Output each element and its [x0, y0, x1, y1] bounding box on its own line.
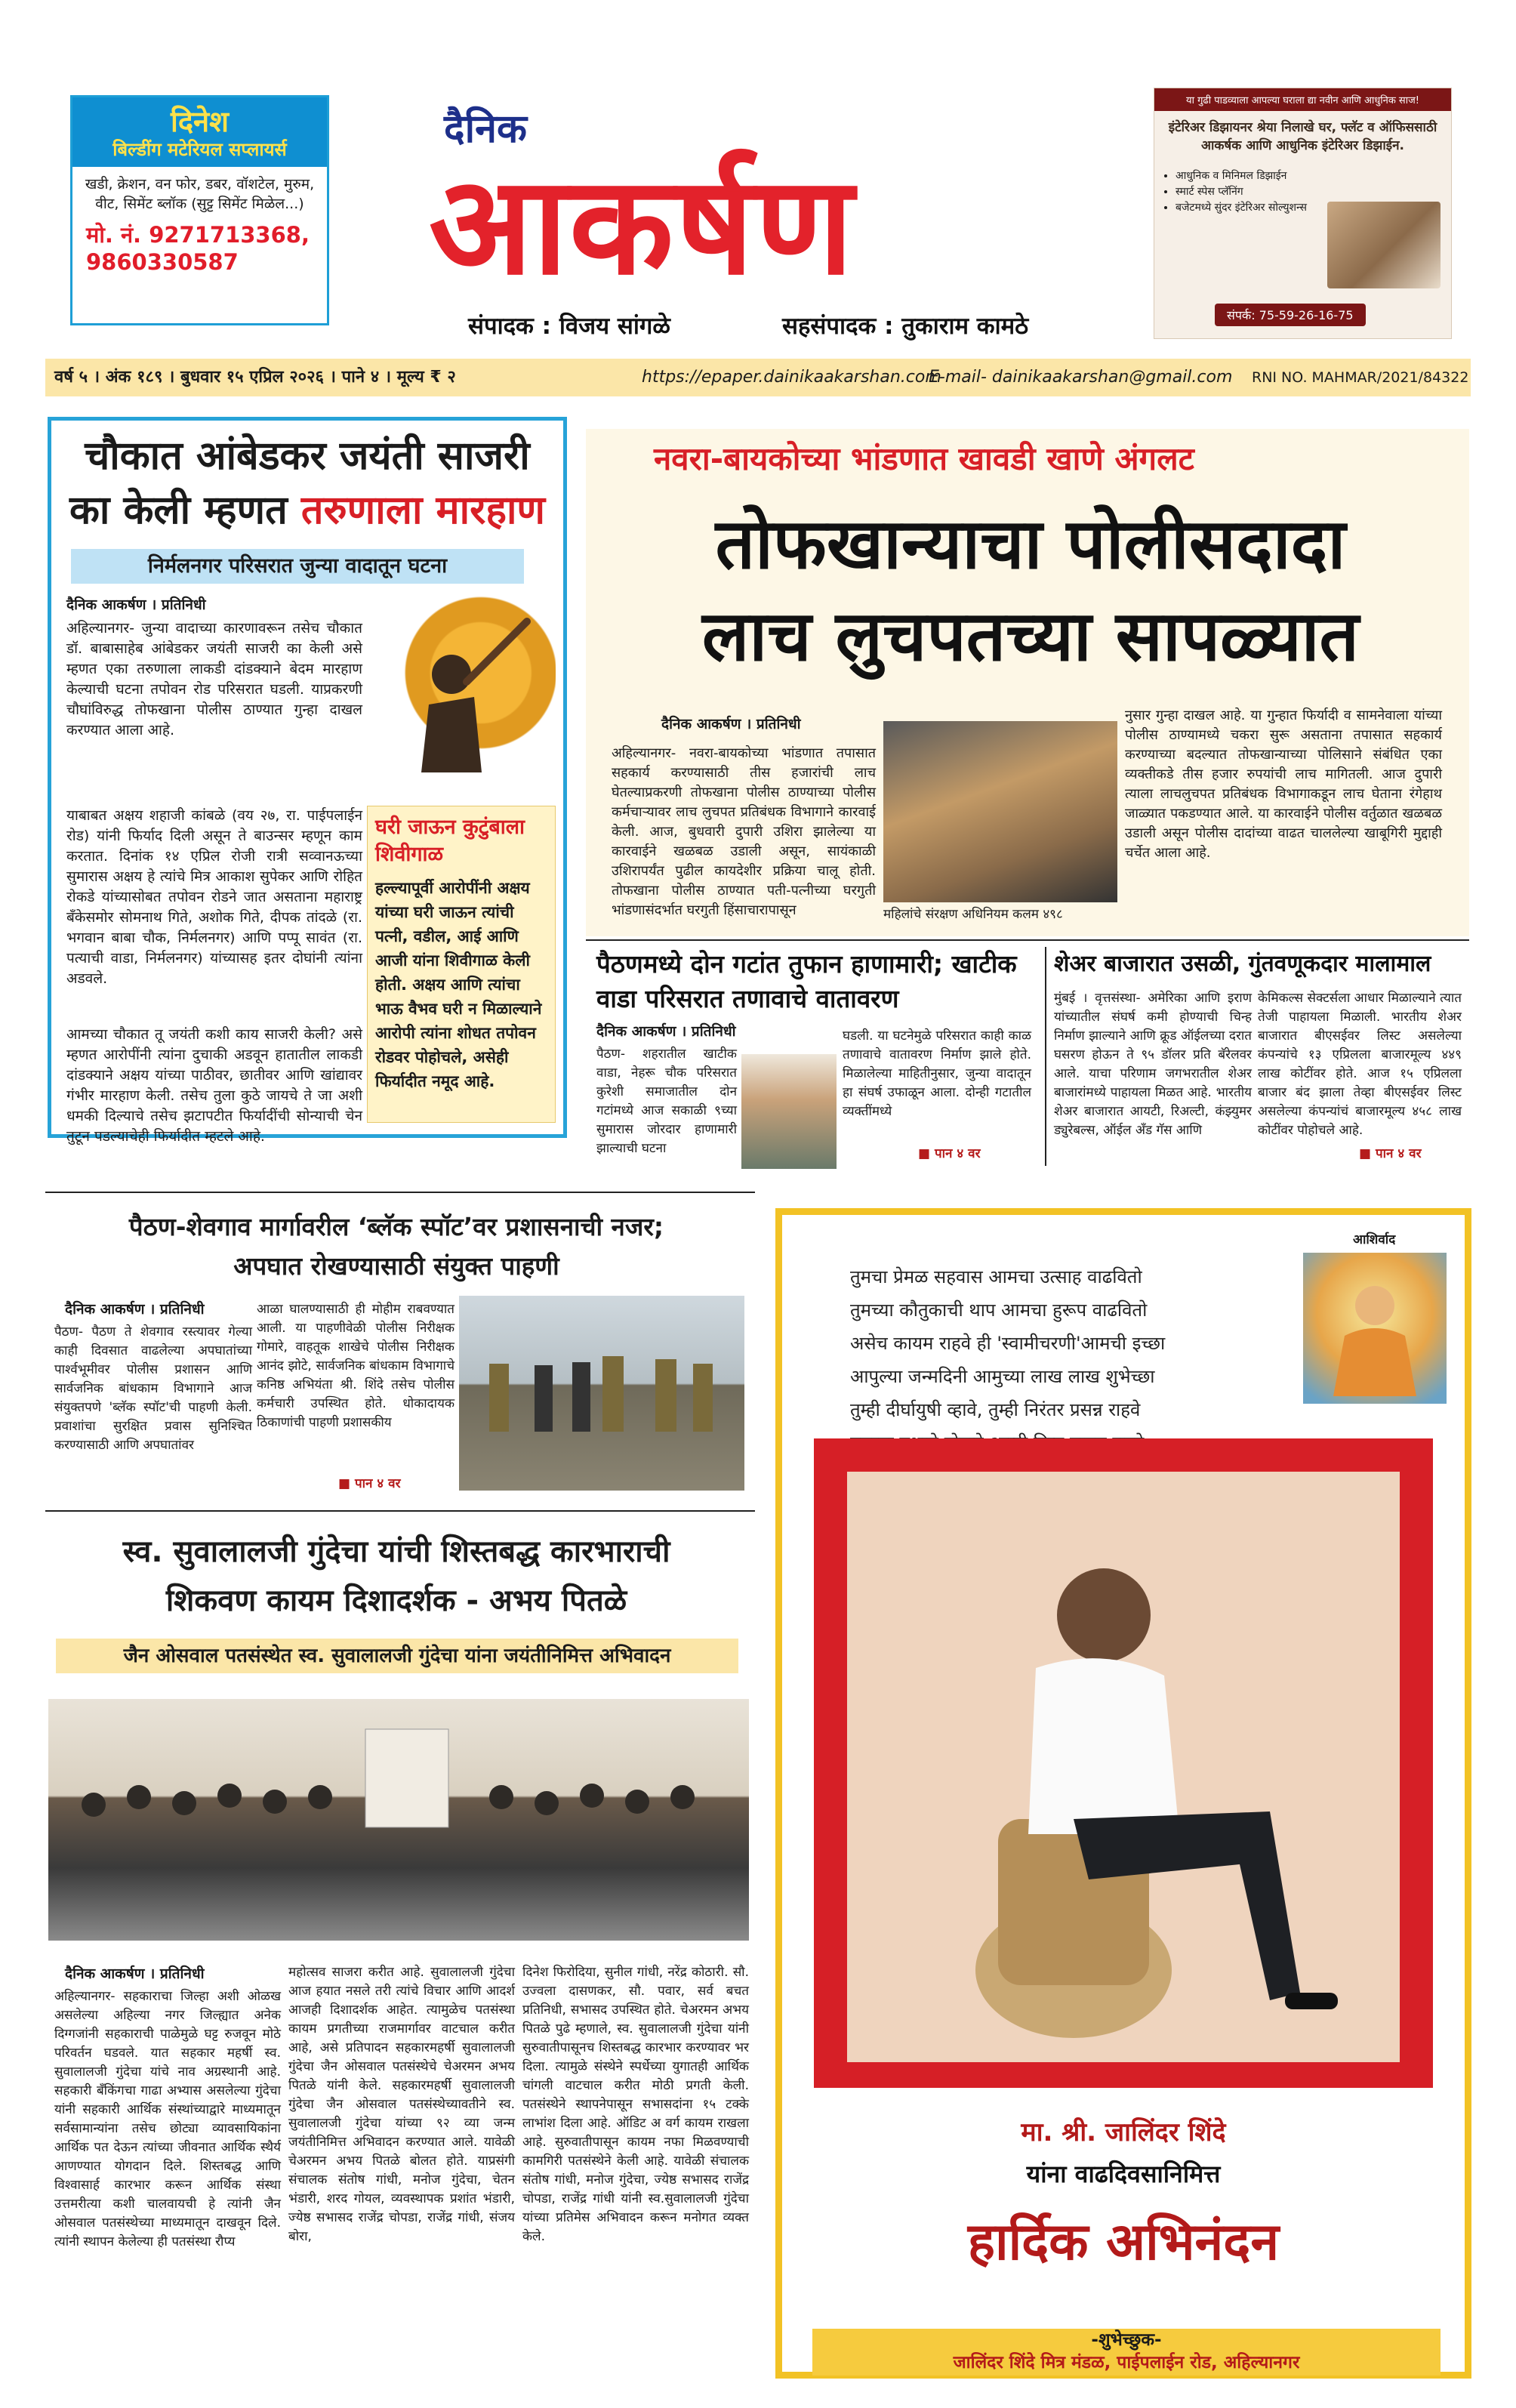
story-share-jump-text: पान ४ वर — [1375, 1146, 1422, 1161]
story2-headline — [612, 498, 1450, 683]
story-share-jump[interactable]: ■ पान ४ वर — [1359, 1146, 1422, 1161]
story-gundecha-col3: दिनेश फिरोदिया, सुनील गांधी, नरेंद्र कोठारी. सौ. उज्वला दासणकर, सौ. पवार, सर्व बचत प्रतिनिधी, सभासद उपस्थित होते. चेअरमन अभय पितळे पुढे म्हणाले, स्व. सुवालालजी गुंदेचा यांनी सुरुवातीपासूनच शिस्तबद्ध कारभार करण्यावर भर दिला. त्यामुळे संस्थेने स्पर्धेच्या युगातही आर्थिक चांगली वाटचाल करीत मोठी प्रगती केली. पतसंस्थेने स्थापनेपासून सभासदांना १५ टक्के लाभांश दिला आहे. ऑडिट अ वर्ग कायम राखला आहे. सुरुवातीपासून कायम नफा मिळवण्याची कामगिरी पतसंस्थेने केली आहे. यावेळी संचालक संतोष गांधी, मनोज गुंदेचा, ज्येष्ठ सभासद राजेंद्र चोपडा, राजेंद्र गांधी यांनी स्व.सुवालालजी गुंदेचा यांच्या प्रतिमेस अभिवादन करून मनोगत व्यक्त केले. — [522, 1965, 749, 2244]
story-paithan-col2: घडली. या घटनेमुळे परिसरात काही काळ तणावाचे वातावरण निर्माण झाले होते. मिळालेल्या माहितीनुसार, जुन्या वादातून हा संघर्ष उफाळून आला. दोन्ही गटातील व्यक्तींमध्ये — [843, 1028, 1031, 1119]
bday-poem-line: तुमच्या कौतुकाची थाप आमचा हुरूप वाढवितो — [850, 1300, 1148, 1321]
bday-wish: हार्दिक अभिनंदन — [967, 2212, 1280, 2272]
story-gundecha-headline-line2: शिकवण कायम दिशादर्शक - अभय पितळे — [165, 1583, 627, 1618]
ad-interior-photo — [1327, 202, 1441, 288]
bday-poem-line: आपुल्या जन्मदिनी आमुच्या लाख लाख शुभेच्छा — [850, 1366, 1155, 1387]
story-paithan-headline: पैठणमध्ये दोन गटांत तुफान हाणामारी; खाटीक वाडा परिसरात तणावाचे वातावरण — [596, 949, 1017, 1013]
birthday-ad — [775, 1208, 1471, 2379]
story-paithan-jump-text: पान ४ वर — [934, 1146, 981, 1161]
story1-subhead: निर्मलनगर परिसरात जुन्या वादातून घटना — [71, 549, 524, 584]
ad-interior-bullet: • स्मार्ट स्पेस प्लॅनिंग — [1176, 184, 1451, 200]
masthead-coeditor: सहसंपादक : तुकाराम कामठे — [782, 313, 1029, 340]
bday-swami-image — [1303, 1253, 1447, 1404]
story1-byline: दैनिक आकर्षण । प्रतिनिधी — [66, 597, 206, 613]
story-gundecha-headline-line1: स्व. सुवालालजी गुंदेचा यांची शिस्तबद्ध कारभाराची — [122, 1534, 670, 1569]
assault-illustration-icon — [368, 591, 556, 795]
story-gundecha-banner: जैन ओसवाल पतसंस्थेत स्व. सुवालालजी गुंदेचा यांना जयंतीनिमित्त अभिवादन — [56, 1639, 738, 1673]
person-seated-illustration-icon — [847, 1472, 1400, 2062]
story2-photo-caption: महिलांचे संरक्षण अधिनियम कलम ४९८ — [883, 907, 1063, 922]
bday-photo — [847, 1472, 1400, 2062]
story2-kicker: नवरा-बायकोच्या भांडणात खावडी खाणे अंगलट — [654, 440, 1194, 477]
story-blackspot-headline-line1: पैठण-शेवगाव मार्गावरील ‘ब्लॅक स्पॉट’वर प्रशासनाची नजर; — [128, 1212, 664, 1241]
story-blackspot-jump[interactable]: ■ पान ४ वर — [338, 1476, 401, 1491]
ad-dinesh-phone1: 9271713368, — [149, 222, 310, 248]
story1-headline-line1: चौकात आंबेडकर जयंती साजरी — [85, 433, 530, 479]
rule-horizontal — [586, 939, 1469, 941]
bday-poem — [850, 1260, 1318, 1460]
masthead-editor: संपादक : विजय सांगळे — [468, 313, 670, 340]
epaper-link[interactable]: https://epaper.dainikaakarshan.com — [642, 368, 941, 387]
story1-para2: याबाबत अक्षय शहाजी कांबळे (वय २७, रा. पाईपलाईन रोड) यांनी फिर्याद दिली असून ते बाउन्सर म्हणून काम करतात. दिनांक १४ एप्रिल रोजी रात्री सव्वानऊच्या सुमारास अक्षय हे त्यांचे मित्र आकाश सुपेकर आणि रोहित रोकडे यांच्यासोबत तपोवन रोडने जात असताना महाराष्ट्र बँकेसमोर सोमनाथ गिते, अशोक गिते, दीपक तांदळे (रा. भगवान बाबा चौक, निर्मलनगर) आणि पप्पू सावंत (रा. पत्याची वाडा, निर्मलनगर) यांच्यासह इतर दोघांनी त्यांना अडवले. — [66, 807, 362, 987]
story-paithan-photo — [741, 1054, 837, 1169]
masthead-small: दैनिक — [444, 106, 527, 152]
story1-para1: अहिल्यानगर- जुन्या वादाच्या कारणावरून तसेच चौकात डॉ. बाबासाहेब आंबेडकर जयंती साजरी का केली असे म्हणत एका तरुणाला लाकडी दांडक्याने बेदम मारहाण केल्याची घटना तपोवन रोड परिसरात घडली. याप्रकरणी चौघांविरुद्ध तोफखाना पोलीस ठाण्यात गुन्हा दाखल करण्यात आला आहे. — [66, 620, 362, 738]
rule-horizontal — [45, 1192, 755, 1193]
story-gundecha-col1: अहिल्यानगर- सहकाराचा जिल्हा अशी ओळख असलेल्या अहिल्या नगर जिल्ह्यात अनेक दिग्गजांनी सहकाराची पाळेमुळे घट्ट रुजवून मोठे परिवर्तन घडवले. यात सहकार महर्षी स्व. सुवालालजी गुंदेचा यांचे नाव अग्रस्थानी आहे. सहकारी बँकिंगचा गाढा अभ्यास असलेल्या गुंदेचा यांनी सहकारी आर्थिक संस्थांच्याद्वारे माध्यमातून सर्वसामान्यांना तसेच छोट्या व्यावसायिकांना आर्थिक पत देऊन त्यांच्या जीवनात आर्थिक स्थैर्य आणण्यात योगदान दिले. शिस्तबद्ध आणि विश्वासार्ह कारभार करून आर्थिक संस्था उत्तमरीत्या कशी चालवायची हे त्यांनी जैन ओसवाल पतसंस्थेच्या माध्यमातून दाखवून दिले. त्यांनी स्थापन केलेल्या ही पतसंस्था रौप्य — [54, 1989, 281, 2249]
story-paithan-byline: दैनिक आकर्षण । प्रतिनिधी — [596, 1023, 736, 1040]
story-blackspot-headline-line2: अपघात रोखण्यासाठी संयुक्त पाहणी — [233, 1251, 559, 1281]
story-blackspot-col1: पैठण- पैठण ते शेवगाव रस्त्यावर गेल्या काही दिवसात वाढलेल्या अपघातांच्या पार्श्वभूमीवर पोलीस प्रशासन आणि सार्वजनिक बांधकाम विभागाने आज संयुक्तपणे 'ब्लॅक स्पॉट'ची पाहणी केली. प्रवाशांचा सुरक्षित प्रवास सुनिश्चित करण्यासाठी आणि अपघातांवर — [54, 1324, 252, 1453]
story1-headline-line2 — [51, 484, 563, 537]
ad-interior-bullet: • बजेटमध्ये सुंदर इंटेरिअर सोल्युशन्स — [1176, 200, 1451, 216]
bday-wisher-strip — [812, 2329, 1441, 2376]
story-blackspot-byline: दैनिक आकर्षण । प्रतिनिधी — [65, 1301, 205, 1318]
story-paithan-col1: पैठण- शहरातील खाटीक वाडा, नेहरू चौक परिसरात कुरेशी समाजातील दोन गटांमध्ये आज सकाळी ९च्या सुमारास जोरदार हाणामारी झाल्याची घटना — [596, 1047, 737, 1156]
edition-info: वर्ष ५ । अंक १८९ । बुधवार १५ एप्रिल २०२६ । पाने ४ । मूल्य ₹ २ — [54, 368, 456, 387]
ad-interior-designer — [1154, 88, 1452, 339]
ad-interior-bullet: • आधुनिक व मिनिमल डिझाईन — [1176, 168, 1451, 184]
story1-box-text: हल्ल्यापूर्वी आरोपींनी अक्षय यांच्या घरी जाऊन त्यांची पत्नी, वडील, आई आणि आजी यांना शिवीगाळ केली होती. अक्षय आणि त्यांचा भाऊ वैभव घरी न मिळाल्याने आरोपी त्यांना शोधत तपोवन रोडवर पोहोचले, असेही फिर्यादीत नमूद आहे. — [375, 879, 542, 1090]
ad-dinesh-items: खडी, क्रेशन, वन फोर, डबर, वॉशटेल, मुरुम, वीट, सिमेंट ब्लॉक (सुट्ट सिमेंट मिळेल...) — [85, 176, 315, 212]
story2-headline-line1: तोफखान्याचा पोलीसदादा — [715, 504, 1346, 584]
bday-occasion: यांना वाढदिवसानिमित्त — [1026, 2160, 1221, 2188]
story1-headline-red: तरुणाला मारहाण — [300, 488, 546, 533]
story1-headline-black: का केली म्हणत — [69, 488, 288, 533]
rule-vertical — [1045, 947, 1046, 1166]
ad-dinesh-phone — [72, 221, 327, 276]
rni-number: RNI NO. MAHMAR/2021/84322 — [1252, 369, 1469, 386]
story2-col3: नुसार गुन्हा दाखल आहे. या गुन्हात फिर्यादी व सामनेवाला यांच्या पोलीस ठाण्यामध्ये चकरा सुरू असताना तपासात सहकार्य करण्याच्या बदल्यात तोफखान्याच्या पोलिसाने संबंधित एका व्यक्तीकडे तीस हजार रुपयांची लाच मागितली. आज दुपारी त्याला लाचलुचपत प्रतिबंधक विभागाकडून लाच घेताना रंगेहाथ जाळ्यात पकडण्यात आले. या कारवाईने पोलीस वर्तुळात खळबळ उडाली असून पोलीस दादांच्या वाढत चाललेल्या खाबूगिरी मुद्दाही चर्चेत आला आहे. — [1125, 708, 1442, 861]
story1-box-title: घरी जाऊन कुटुंबाला शिवीगाळ — [375, 816, 525, 866]
story-gundecha-photo — [48, 1699, 749, 1941]
ad-dinesh-phone-label: मो. नं. — [86, 222, 142, 248]
story-paithan-jump[interactable]: ■ पान ४ वर — [918, 1146, 981, 1161]
bday-poem-line: तुम्ही दीर्घायुषी व्हावे, तुम्ही निरंतर प्रसन्न राहवे — [850, 1399, 1141, 1420]
group-photo-illustration-icon — [48, 1699, 749, 1941]
story2-col1: अहिल्यानगर- नवरा-बायकोच्या भांडणात तपासात सहकार्य करण्यासाठी तीस हजारांची लाच घेतल्याप्रकरणी तोफखाना पोलीस ठाण्याच्या पोलीस कर्मचाऱ्यावर लाच लुचपत प्रतिबंधक विभागाने कारवाई केली. आज, बुधवारी दुपारी उशिरा झालेल्या या कारवाईने खळबळ उडाली असून, सायंकाळी उशिरापर्यंत पुढील कायदेशीर प्रक्रिया चालू होती. तोफखाना पोलीस ठाण्यात पती-पत्नीच्या घरगुती भांडणासंदर्भात घरगुती हिंसाचारापासून — [612, 745, 876, 918]
info-bar — [45, 359, 1471, 396]
ad-dinesh-header — [72, 97, 327, 167]
story-blackspot-photo — [459, 1296, 744, 1491]
story2-headline-line2: लाच लुचपतच्या सापळ्यात — [702, 596, 1359, 677]
story2-photo-bribe — [883, 721, 1117, 902]
bday-photo-frame — [814, 1438, 1433, 2088]
ad-dinesh-name: दिनेश — [171, 105, 229, 138]
story-share-col2: केमिकल्स सेक्टर्सला आधार मिळाल्याने त्यात तेजी पाहायला मिळाली. भारतीय शेअर बाजारात बीएसईवर लिस्ट असलेल्या कंपन्यांचे १३ एप्रिलला बाजारमूल्य ४४९ लाख कोटींवर होते. आज १५ एप्रिलला बाजार बंद झाला तेव्हा बीएसईवर लिस्ट असलेल्या कंपन्यांचं बाजारमूल्य ४५८ लाख कोटींवर पोहोचले आहे. — [1258, 991, 1462, 1138]
rule-horizontal — [45, 1510, 755, 1512]
ad-interior-contact: संपर्क: 75-59-26-16-75 — [1215, 304, 1366, 326]
story1-side-box — [367, 806, 556, 1123]
ad-dinesh-phone2: 9860330587 — [86, 249, 239, 275]
story2-byline: दैनिक आकर्षण । प्रतिनिधी — [661, 716, 801, 732]
ad-dinesh-building-material — [70, 95, 329, 325]
ad-dinesh-subtitle: बिल्डींग मटेरियल सप्लायर्स — [112, 139, 287, 160]
masthead-title: आकर्षण — [429, 147, 855, 305]
swami-samarth-icon — [1303, 1253, 1447, 1404]
bday-wisher-label: -शुभेच्छुक- — [1091, 2330, 1162, 2350]
story1-para3: आमच्या चौकात तू जयंती कशी काय साजरी केली? असे म्हणत आरोपींनी त्यांना दुचाकी अडवून हातातील लाकडी दांडक्याने अक्षय यांच्या पाठीवर, छातीवर आणि खांद्यावर गंभीर मारहाण केली. तसेच तुला कुठे जायचे ते जा अशी धमकी दिल्याचे तसेच झटापटीत फिर्यादींची सोन्याची चेन तुटून पडल्याचेही फिर्यादीत म्हटले आहे. — [66, 1026, 362, 1145]
bday-poem-line: तुमचा प्रेमळ सहवास आमचा उत्साह वाढवितो — [850, 1266, 1142, 1287]
bday-ashirwad: आशिर्वाद — [1353, 1232, 1396, 1247]
story-blackspot-jump-text: पान ४ वर — [354, 1476, 401, 1491]
story-gundecha-byline: दैनिक आकर्षण । प्रतिनिधी — [65, 1966, 205, 1982]
bday-name: मा. श्री. जालिंदर शिंदे — [1021, 2117, 1226, 2147]
story-ambedkar-jayanti — [48, 417, 567, 1145]
story-share-col1: मुंबई । वृत्तसंस्था- अमेरिका आणि इराण यांच्यातील संघर्ष कमी होण्याची चिन्ह निर्माण झाल्याने आणि क्रूड ऑईलच्या दरात घसरण होऊन ते ९५ डॉलर प्रति बॅरेलवर आले. याचा परिणाम जगभरातील शेअर बाजारांमध्ये पाहायला मिळत आहे. भारतीय शेअर बाजारात आयटी, रिअल्टी, कंझ्युमर ड्युरेबल्स, ऑईल अँड गॅस आणि — [1054, 991, 1252, 1138]
police-group-illustration-icon — [459, 1296, 744, 1491]
bday-wisher: जालिंदर शिंदे मित्र मंडळ, पाईपलाईन रोड, अहिल्यानगर — [953, 2353, 1300, 2373]
email-link[interactable]: E-mail- dainikaakarshan@gmail.com — [929, 368, 1233, 387]
story1-illustration — [368, 591, 556, 795]
ad-interior-top: या गुढी पाडव्याला आपल्या घराला द्या नवीन आणि आधुनिक साज! — [1154, 88, 1451, 111]
story-share-headline: शेअर बाजारात उसळी, गुंतवणूकदार मालामाल — [1054, 951, 1431, 977]
ad-interior-headline: इंटेरिअर डिझायनर श्रेया निलाखे घर, फ्लॅट व ऑफिससाठी आकर्षक आणि आधुनिक इंटेरिअर डिझाईन. — [1168, 120, 1437, 153]
story-gundecha-col2: महोत्सव साजरा करीत आहे. सुवालालजी गुंदेचा आज हयात नसले तरी त्यांचे विचार आणि आदर्श आजही दिशादर्शक आहेत. त्यामुळेच पतसंस्था कायम प्रगतीच्या राजमार्गावर वाटचाल करीत आहे, असे प्रतिपादन सहकारमहर्षी सुवालालजी गुंदेचा जैन ओसवाल पतसंस्थेचे चेअरमन अभय पितळे यांनी केले. सहकारमहर्षी सुवालालजी गुंदेचा जैन ओसवाल पतसंस्थेच्यावतीने स्व. सुवालालजी गुंदेचा यांच्या ९२ व्या जन्म जयंतीनिमित्त अभिवादन करण्यात आले. यावेळी चेअरमन अभय पितळे बोलत होते. याप्रसंगी संचालक संतोष गांधी, मनोज गुंदेचा, चेतन भंडारी, शरद गोयल, व्यवस्थापक प्रशांत भंडारी, ज्येष्ठ सभासद राजेंद्र चोपडा, राजेंद्र गांधी, संजय बोरा, — [288, 1965, 515, 2244]
bday-poem-line: असेच कायम राहवे ही 'स्वामीचरणी'आमची इच्छा — [850, 1333, 1166, 1354]
story-blackspot-col2: आळा घालण्यासाठी ही मोहीम राबवण्यात आली. या पाहणीवेळी पोलीस निरीक्षक गोमारे, वाहतूक शाखेचे पोलीस निरीक्षक आनंद झोटे, सार्वजनिक बांधकाम विभागाचे कनिष्ठ अभियंता श्री. शिंदे तसेच पोलीस कर्मचारी उपस्थित होते. धोकादायक ठिकाणांची पाहणी प्रशासकीय — [257, 1302, 454, 1430]
